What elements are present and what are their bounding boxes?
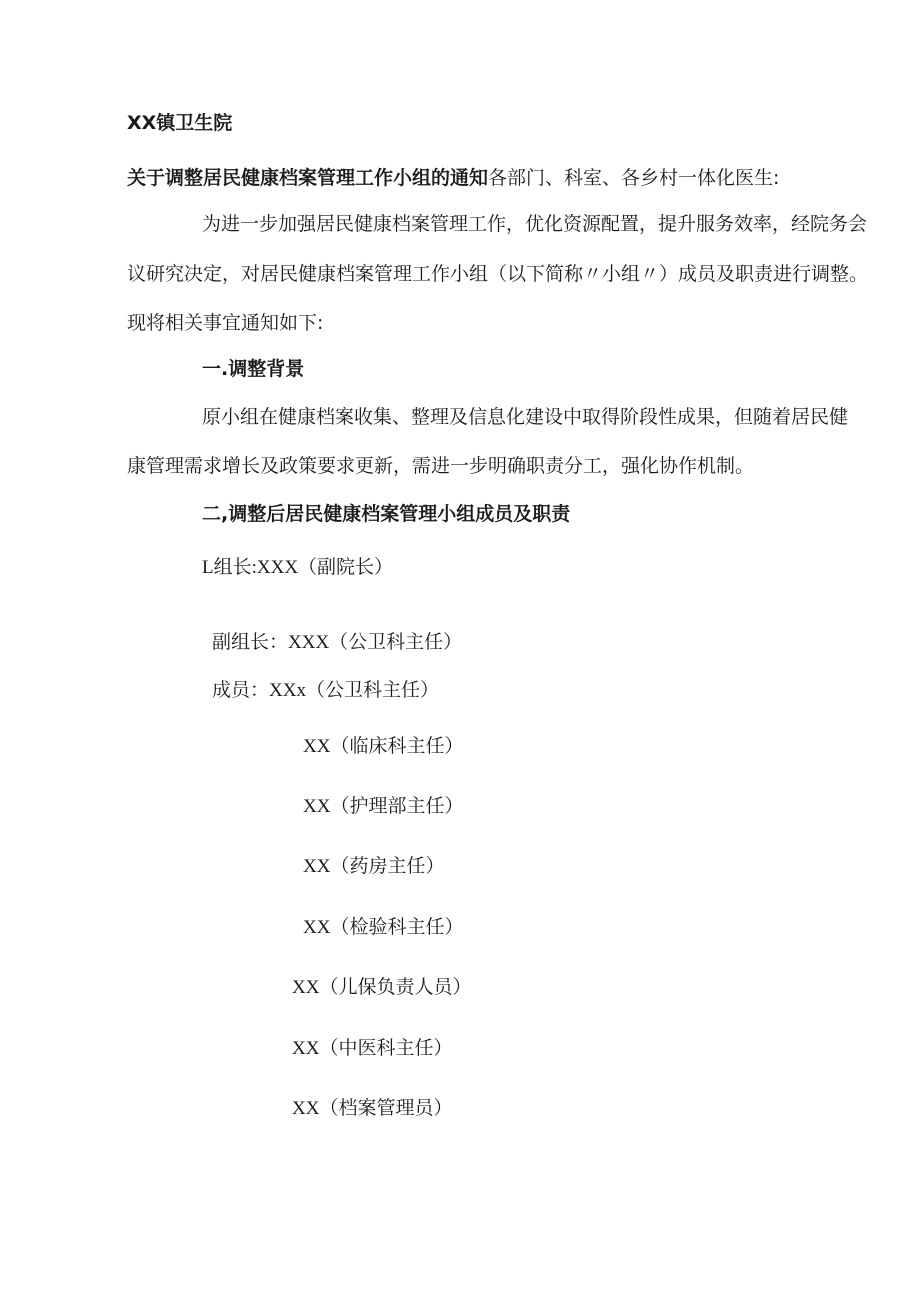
intro-paragraph-line-2: 议研究决定，对居民健康档案管理工作小组（以下简称〃小组〃）成员及职责进行调整。 bbox=[127, 263, 869, 285]
section-1-paragraph-line-1: 原小组在健康档案收集、整理及信息化建设中取得阶段性成果，但随着居民健 bbox=[202, 406, 849, 428]
member-item: XX（护理部主任） bbox=[303, 796, 464, 817]
member-item: XX（检验科主任） bbox=[303, 917, 464, 938]
section-2-heading: 二,调整后居民健康档案管理小组成员及职责 bbox=[202, 503, 571, 525]
member-item: XX（临床科主任） bbox=[303, 736, 464, 757]
intro-paragraph-line-3: 现将相关事宜通知如下: bbox=[127, 312, 324, 334]
member-item: XX（儿保负责人员） bbox=[292, 977, 472, 998]
notice-header-line bbox=[127, 166, 779, 190]
section-1-paragraph-line-2: 康管理需求增长及政策要求更新，需进一步明确职责分工，强化协作机制。 bbox=[127, 455, 755, 477]
members-label-line: 成员：XXx（公卫科主任） bbox=[212, 680, 439, 701]
section-1-heading: 一.调整背景 bbox=[202, 358, 305, 380]
deputy-leader-line: 副组长：XXX（公卫科主任） bbox=[212, 632, 463, 653]
member-item: XX（档案管理员） bbox=[292, 1098, 453, 1119]
addressee: 各部门、科室、各乡村一体化医生: bbox=[488, 167, 780, 189]
notice-title: 关于调整居民健康档案管理工作小组的通知 bbox=[127, 167, 489, 189]
member-item: XX（药房主任） bbox=[303, 856, 445, 877]
org-name: XX镇卫生院 bbox=[127, 112, 233, 134]
member-item: XX（中医科主任） bbox=[292, 1038, 453, 1059]
intro-paragraph-line-1: 为进一步加强居民健康档案管理工作，优化资源配置，提升服务效率，经院务会 bbox=[202, 213, 868, 235]
leader-line: L组长:XXX（副院长） bbox=[202, 557, 394, 578]
